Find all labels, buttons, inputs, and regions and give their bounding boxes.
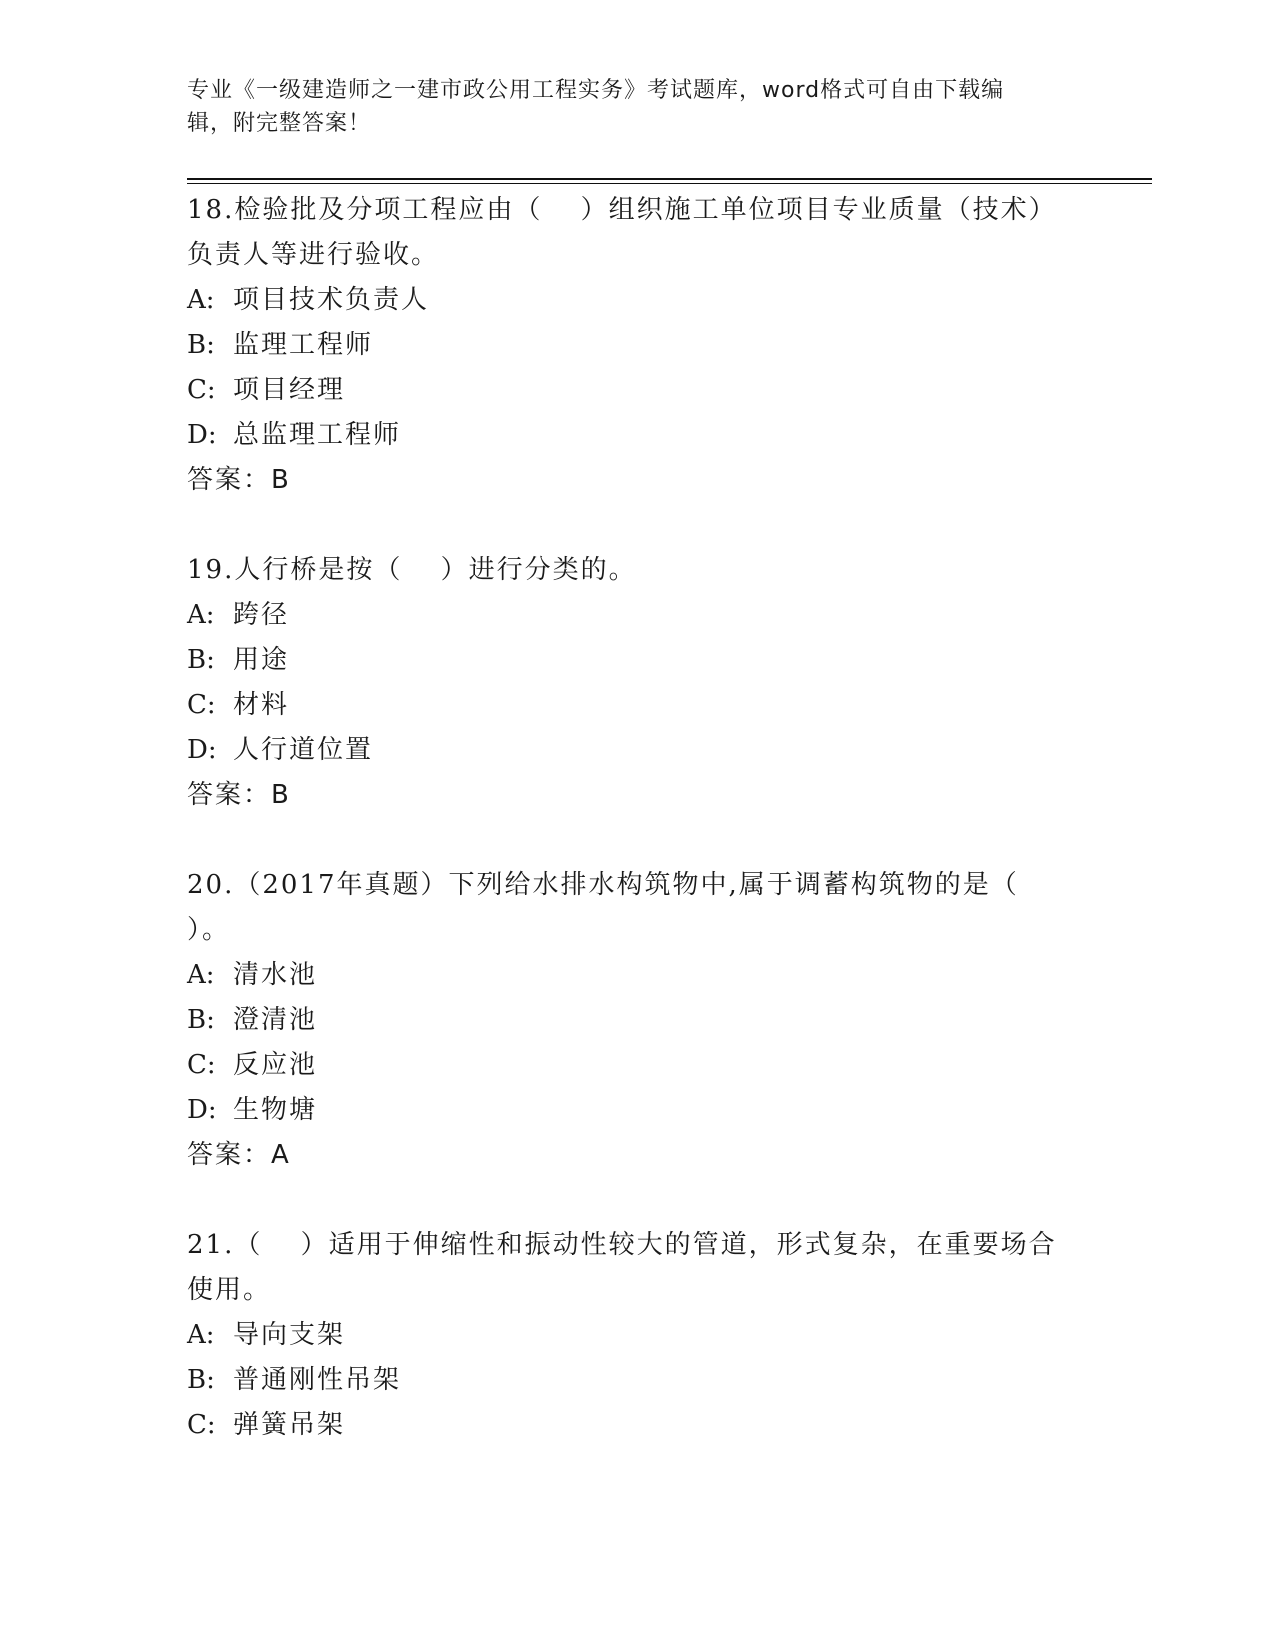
question-text-line-2: ）。 xyxy=(187,915,231,945)
option-text: 材料 xyxy=(233,690,290,720)
option-text: 普通刚性吊架 xyxy=(233,1365,402,1395)
option-b xyxy=(187,1358,1087,1403)
question-text-line-1: 18.检验批及分项工程应由（ ）组织施工单位项目专业质量（技术） xyxy=(187,195,1057,225)
header-line-2: 辑，附完整答案！ xyxy=(187,111,372,136)
option-letter: A: xyxy=(187,960,215,990)
option-b xyxy=(187,638,1087,683)
question-text-line-1: 21.（ ）适用于伸缩性和振动性较大的管道，形式复杂，在重要场合 xyxy=(187,1230,1057,1260)
option-a xyxy=(187,278,1087,323)
header-line-1: 专业《一级建造师之一建市政公用工程实务》考试题库，word格式可自由下载编 xyxy=(187,78,1005,103)
answer-label: 答案：B xyxy=(187,465,291,495)
question-18 xyxy=(187,188,1087,503)
question-text-line-1: 20.（2017年真题）下列给水排水构筑物中,属于调蓄构筑物的是（ xyxy=(187,870,1019,900)
option-letter: C: xyxy=(187,690,216,720)
option-letter: D: xyxy=(187,735,217,765)
option-text: 跨径 xyxy=(233,600,290,630)
header-divider-thick xyxy=(187,178,1152,180)
option-text: 总监理工程师 xyxy=(233,420,402,450)
question-list xyxy=(187,188,1087,1493)
option-text: 人行道位置 xyxy=(233,735,374,765)
option-a xyxy=(187,953,1087,998)
option-letter: A: xyxy=(187,285,215,315)
option-c xyxy=(187,1043,1087,1088)
question-text-line-2: 负责人等进行验收。 xyxy=(187,240,440,270)
option-text: 项目技术负责人 xyxy=(233,285,430,315)
option-letter: D: xyxy=(187,1095,217,1125)
option-text: 清水池 xyxy=(233,960,318,990)
option-d xyxy=(187,1088,1087,1133)
document-header xyxy=(187,74,1067,140)
option-letter: B: xyxy=(187,645,215,675)
option-letter: B: xyxy=(187,1365,215,1395)
option-text: 用途 xyxy=(233,645,290,675)
option-text: 澄清池 xyxy=(233,1005,318,1035)
question-20 xyxy=(187,863,1087,1178)
option-letter: A: xyxy=(187,1320,215,1350)
option-text: 弹簧吊架 xyxy=(233,1410,346,1440)
option-d xyxy=(187,728,1087,773)
option-text: 生物塘 xyxy=(233,1095,318,1125)
option-text: 反应池 xyxy=(233,1050,318,1080)
option-d xyxy=(187,413,1087,458)
header-divider-thin xyxy=(187,183,1152,184)
option-text: 项目经理 xyxy=(233,375,346,405)
answer-label: 答案：A xyxy=(187,1140,291,1170)
option-letter: D: xyxy=(187,420,217,450)
option-b xyxy=(187,998,1087,1043)
option-letter: C: xyxy=(187,375,216,405)
option-c xyxy=(187,683,1087,728)
option-c xyxy=(187,1403,1087,1448)
question-19 xyxy=(187,548,1087,818)
question-text-line-1: 19.人行桥是按（ ）进行分类的。 xyxy=(187,555,637,585)
option-letter: B: xyxy=(187,1005,215,1035)
option-b xyxy=(187,323,1087,368)
option-letter: C: xyxy=(187,1410,216,1440)
answer-label: 答案：B xyxy=(187,780,291,810)
option-text: 导向支架 xyxy=(233,1320,346,1350)
question-text-line-2: 使用。 xyxy=(187,1275,272,1305)
option-text: 监理工程师 xyxy=(233,330,374,360)
option-a xyxy=(187,1313,1087,1358)
option-letter: A: xyxy=(187,600,215,630)
option-letter: B: xyxy=(187,330,215,360)
question-21 xyxy=(187,1223,1087,1448)
option-a xyxy=(187,593,1087,638)
option-letter: C: xyxy=(187,1050,216,1080)
option-c xyxy=(187,368,1087,413)
